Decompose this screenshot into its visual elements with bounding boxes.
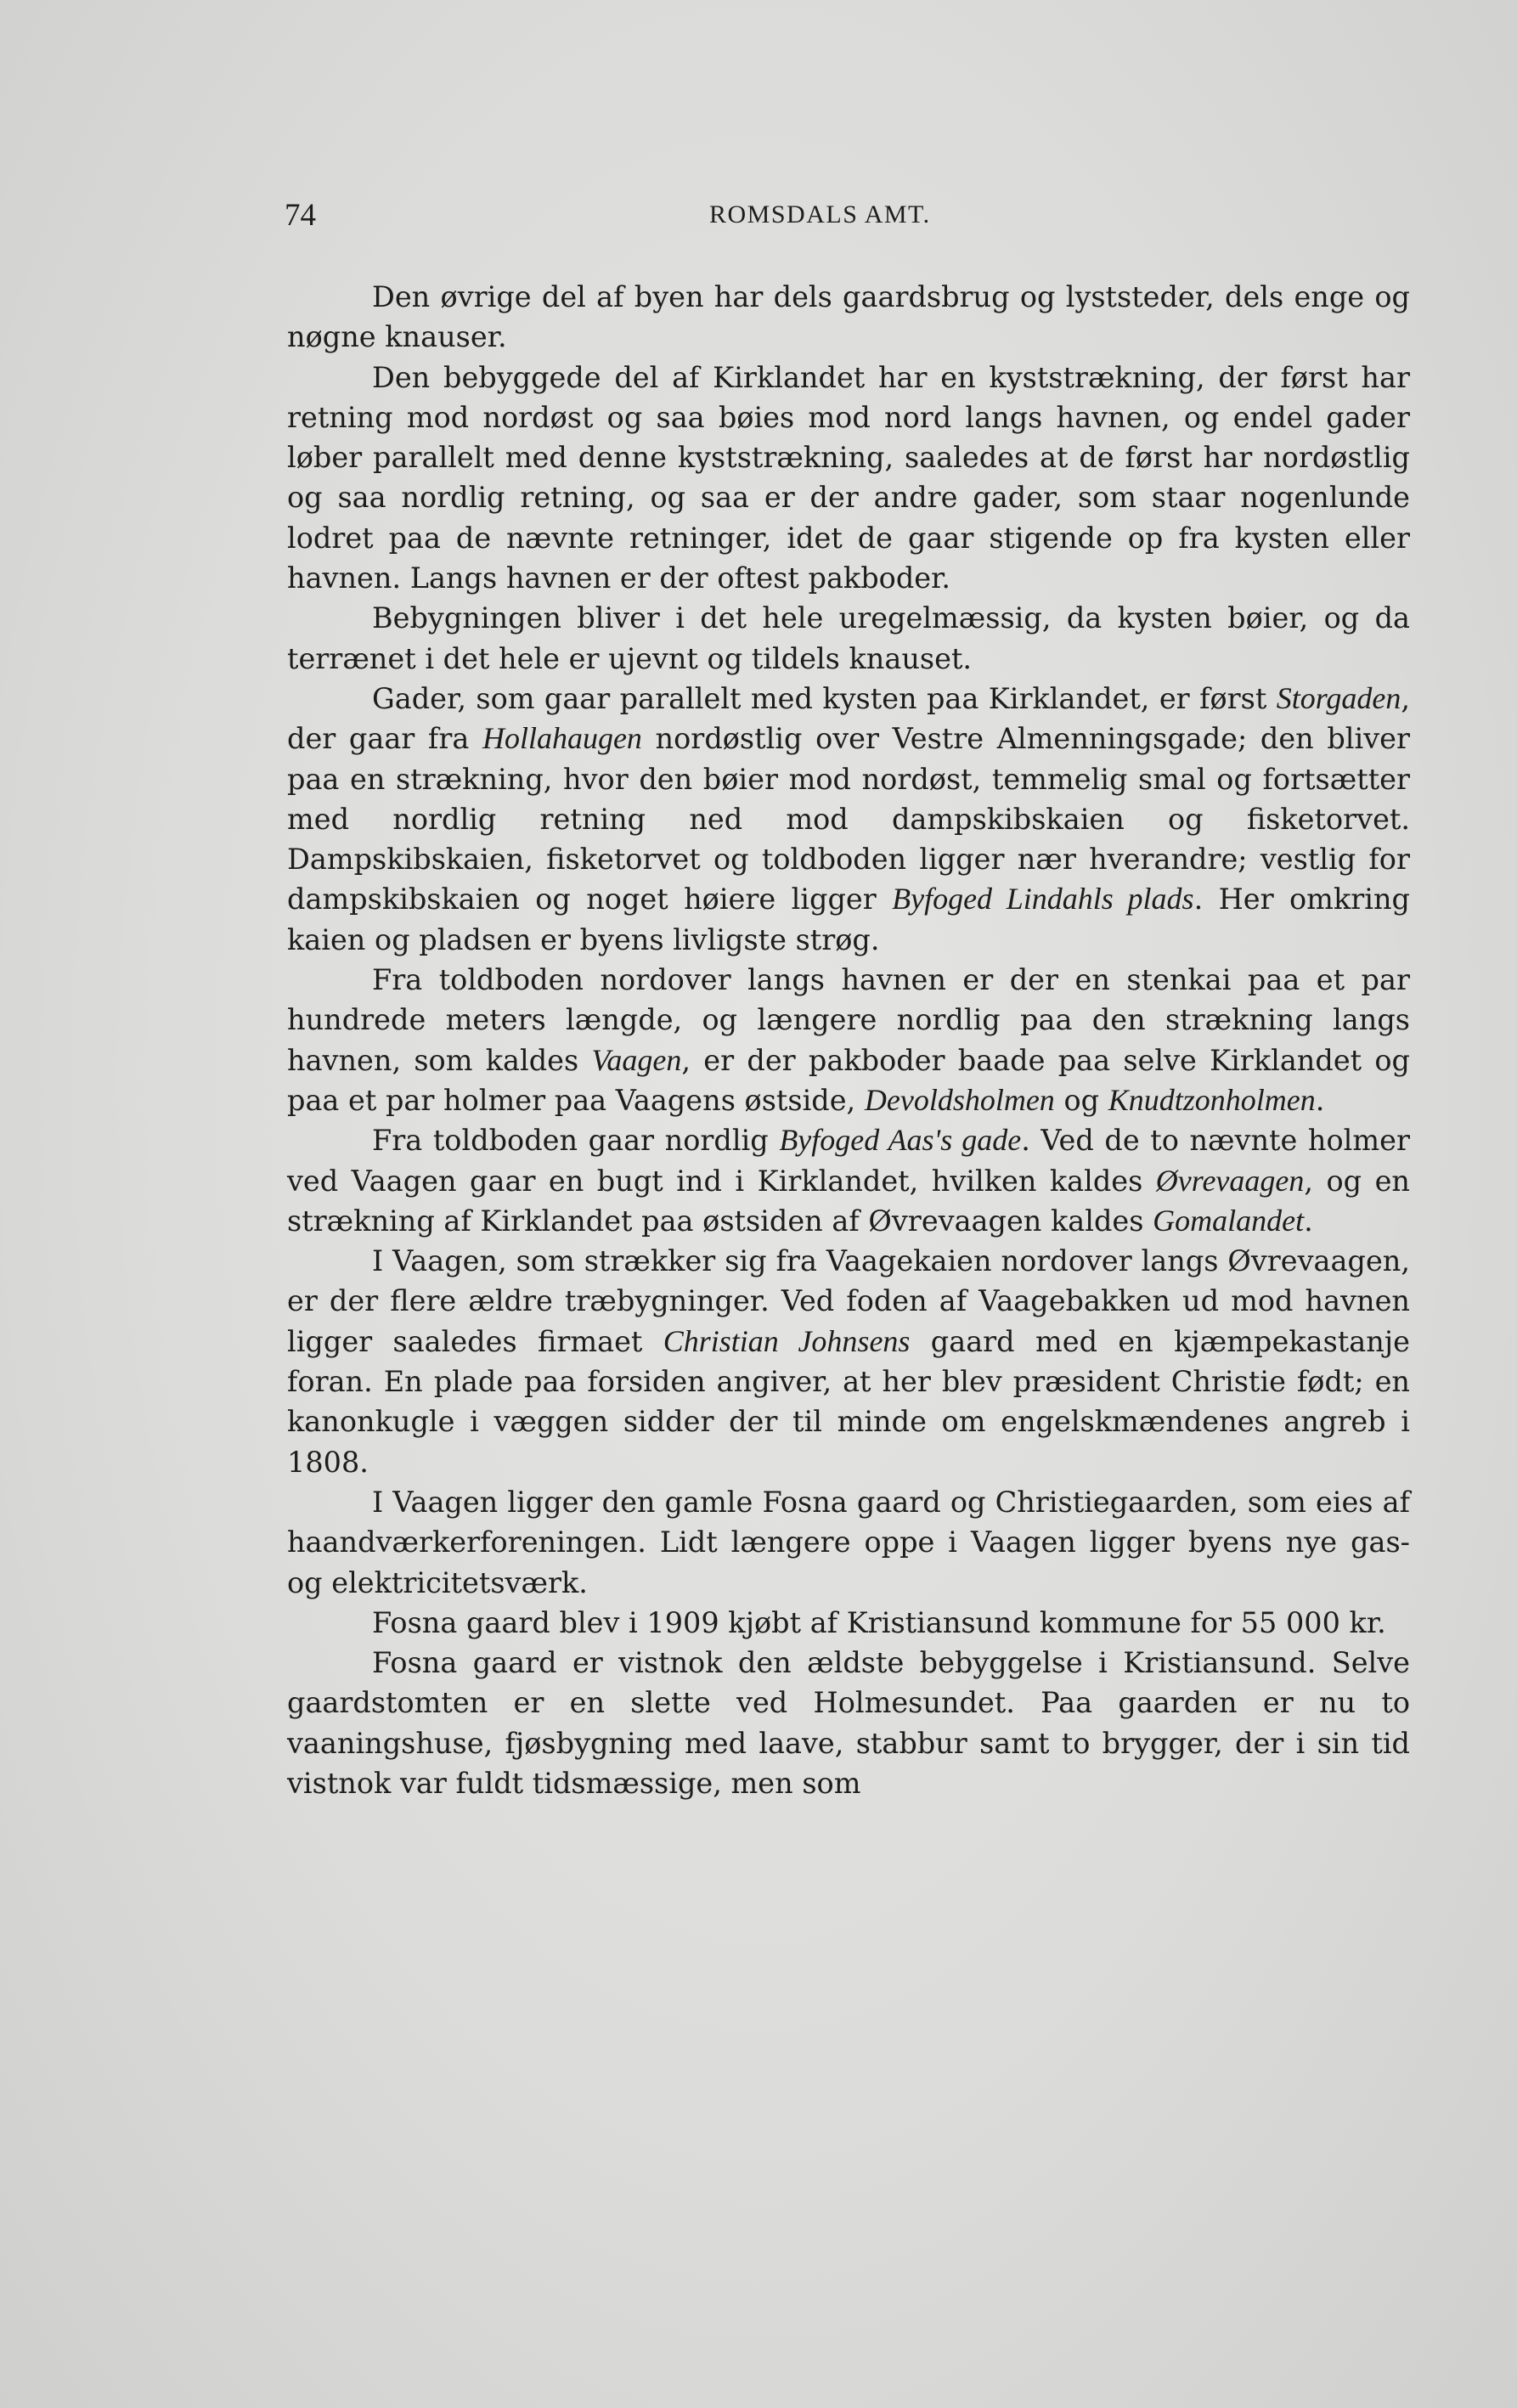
text-run: nordøstlig over Vestre Almenningsgade; den bliver paa en strækning, hvor den bøier mod nordøst, temmelig smal og fortsætter med nordlig retning ned mod dampskibskaien og fisketorvet. Dampskibskaien, fisketorvet og toldboden ligger nær hverandre; vestlig for dampskibskaien og noget høiere ligger [287,722,1410,916]
paragraph [287,1482,1410,1603]
paragraph [287,598,1410,679]
page-number: 74 [285,198,316,233]
italic-name: Christian Johnsens [663,1323,911,1358]
text-run: Fosna gaard er vistnok den ældste bebyggelse i Kristiansund. Selve gaardstomten er en slette ved Holmesundet. Paa gaarden er nu to vaaningshuse, fjøsbygning med laave, stabbur samt to brygger, der i sin tid vistnok var fuldt tidsmæssige, men som [287,1646,1410,1800]
italic-name: Vaagen [591,1042,682,1077]
italic-name: Knudtzonholmen [1108,1082,1316,1117]
italic-name: Hollahaugen [482,721,642,756]
text-run: I Vaagen, som strækker sig fra Vaagekaien nordover langs Øvrevaagen, er der flere ældre træbygninger. Ved foden af Vaagebakken ud mod havnen ligger saaledes firmaet [287,1244,1410,1358]
text-run: . [1315,1083,1325,1117]
text-run: Gader, som gaar parallelt med kysten paa Kirklandet, er først [372,681,1277,715]
italic-name: Byfoged Aas's gade [779,1123,1022,1158]
italic-name: Devoldsholmen [864,1082,1055,1117]
paragraph [287,358,1410,599]
text-run: , og en strækning af Kirklandet paa østsiden af Øvrevaagen kaldes [287,1164,1410,1238]
text-run: Fosna gaard blev i 1909 kjøbt af Kristiansund kommune for 55 000 kr. [372,1605,1386,1639]
paragraph [287,679,1410,960]
text-run: , er der pakboder baade paa selve Kirklandet og paa et par holmer paa Vaagens østside, [287,1043,1410,1117]
text-run: . [1304,1204,1313,1238]
paragraph [287,1603,1410,1643]
text-run: Bebygningen bliver i det hele uregelmæssig, da kysten bøier, og da terrænet i det hele er ujevnt og tildels knauset. [287,601,1410,675]
text-run: . Ved de to nævnte holmer ved Vaagen gaar en bugt ind i Kirklandet, hvilken kaldes [287,1124,1410,1198]
paragraph [287,277,1410,358]
text-run: og [1054,1083,1108,1117]
running-head: ROMSDALS AMT. [709,200,931,228]
paragraph [287,1241,1410,1482]
text-run: , der gaar fra [287,681,1410,756]
italic-name: Gomalandet [1153,1203,1305,1238]
text-run: Den øvrige del af byen har dels gaardsbrug og lyststeder, dels enge og nøgne knauser. [287,280,1410,354]
paragraph [287,1120,1410,1241]
text-run: Fra toldboden gaar nordlig [372,1124,780,1158]
italic-name: Byfoged Lindahls plads [892,882,1194,916]
text-run: Fra toldboden nordover langs havnen er der en stenkai paa et par hundrede meters længde, og længere nordlig paa den strækning langs havnen, som kaldes [287,963,1410,1077]
italic-name: Storgaden [1276,680,1401,715]
text-run: gaard med en kjæmpekastanje foran. En plade paa forsiden angiver, at her blev præsident Christie født; en kanonkugle i væggen sidder der til minde om engelskmændenes angreb i 1808. [287,1324,1411,1479]
paragraph [287,1643,1410,1803]
italic-name: Øvrevaagen [1155,1163,1305,1198]
body-text [287,277,1410,1803]
page-header [285,197,1414,248]
text-run: . Her omkring kaien og pladsen er byens livligste strøg. [287,883,1410,956]
text-run: I Vaagen ligger den gamle Fosna gaard og Christiegaarden, som eies af haandværkerforeningen. Lidt længere oppe i Vaagen ligger byens nye gas- og elektricitetsværk. [287,1485,1410,1599]
paragraph [287,960,1410,1120]
text-run: Den bebyggede del af Kirklandet har en kyststrækning, der først har retning mod nordøst og saa bøies mod nord langs havnen, og endel gader løber parallelt med denne kyststrækning, saaledes at de først har nordøstlig og saa nordlig retning, og saa er der andre gader, som staar nogenlunde lodret paa de nævnte retninger, idet de gaar stigende op fra kysten eller havnen. Langs havnen er der oftest pakboder. [287,360,1410,595]
